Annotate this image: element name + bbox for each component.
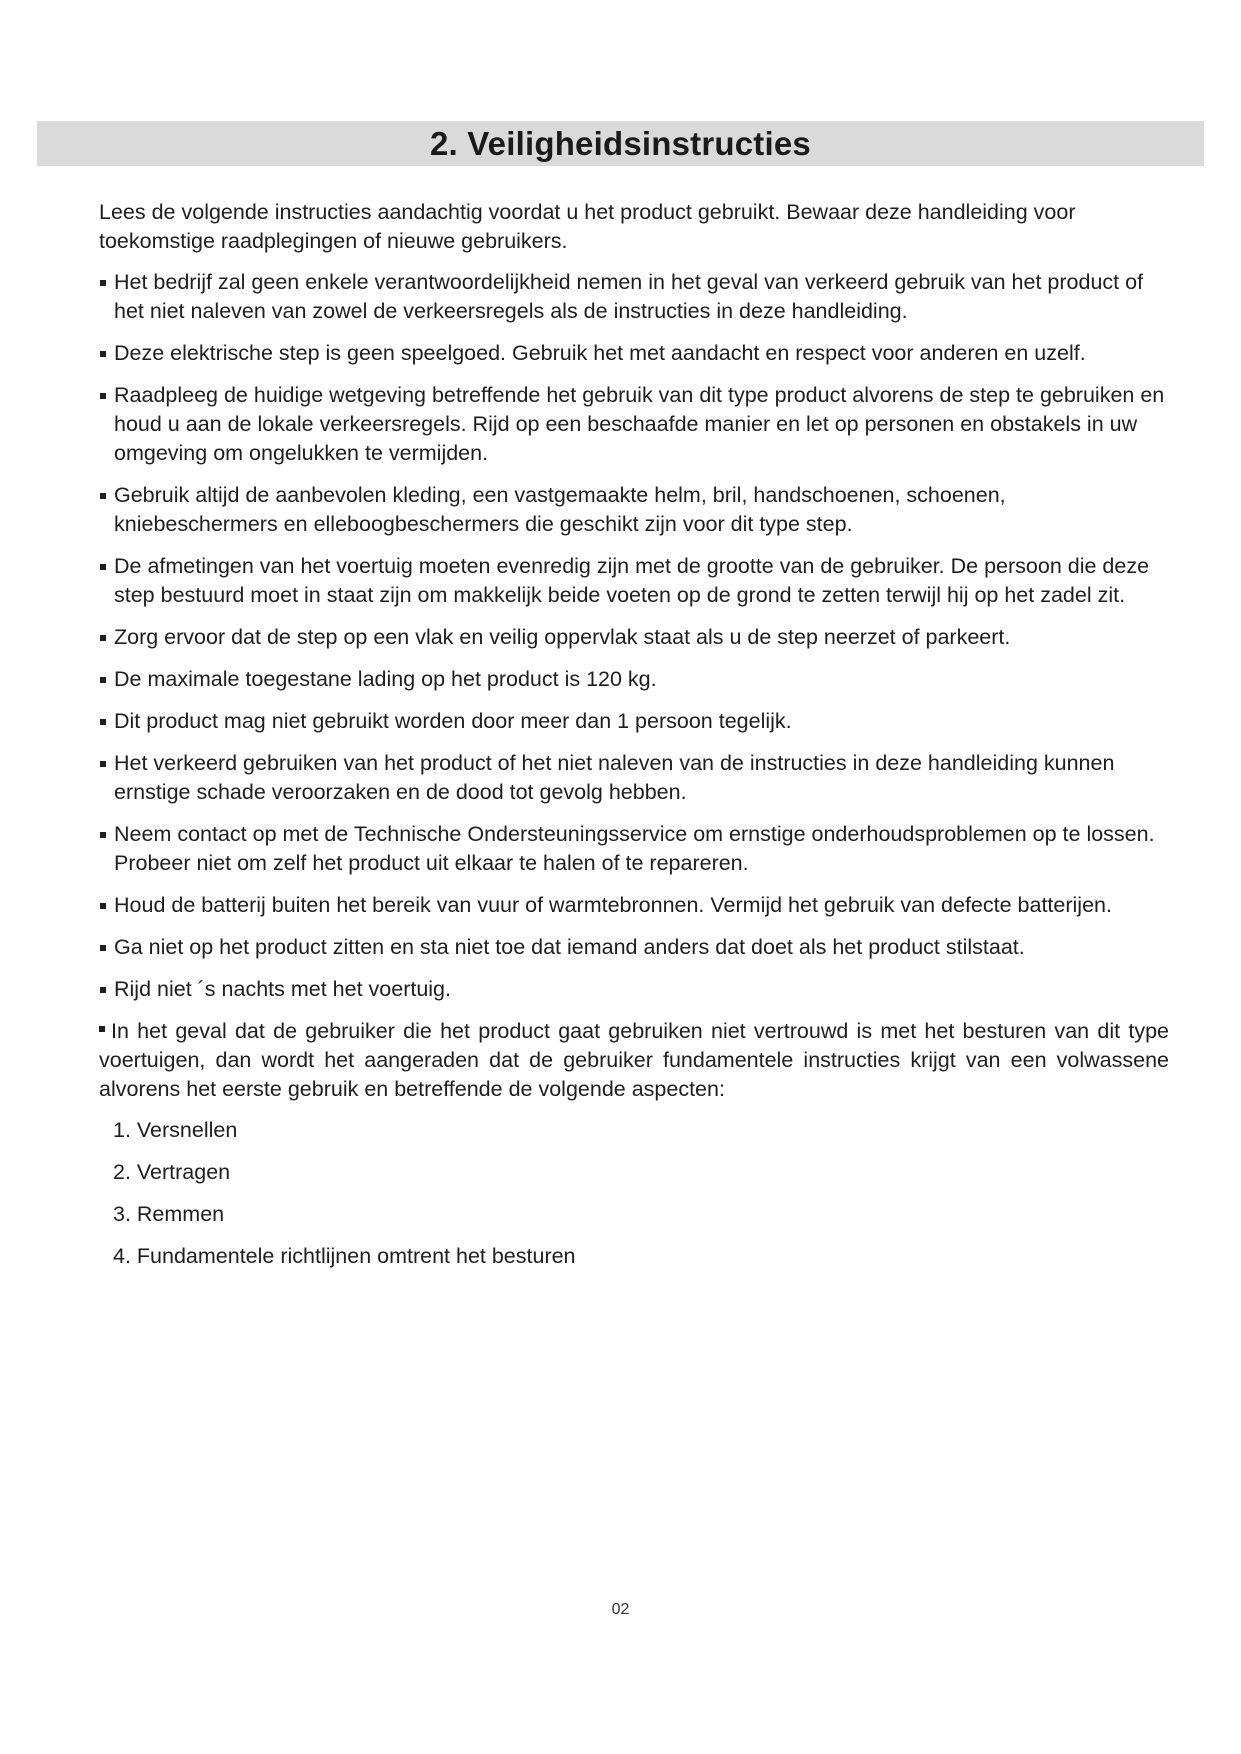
bullet-icon (100, 564, 106, 570)
intro-paragraph: Lees de volgende instructies aandachtig voordat u het product gebruikt. Bewaar deze handleiding voor toekomstige raadplegingen of nieuwe gebruikers. (99, 200, 1076, 253)
bullet-item (99, 975, 1169, 1004)
bullet-text: Neem contact op met de Technische Ondersteuningsservice om ernstige onderhoudsproblemen op te lossen. Probeer niet om zelf het product uit elkaar te halen of te repareren. (114, 822, 1155, 875)
bullet-text: Rijd niet ´s nachts met het voertuig. (114, 977, 451, 1001)
bullet-item (99, 552, 1169, 610)
novice-user-paragraph (99, 1017, 1169, 1104)
page-number: 02 (611, 1601, 630, 1618)
bullet-icon (100, 719, 106, 725)
bullet-item (99, 707, 1169, 736)
safety-bullet-list (99, 268, 1169, 1004)
bullet-item (99, 820, 1169, 878)
bullet-item (99, 749, 1169, 807)
bullet-item (99, 268, 1169, 326)
bullet-text: Houd de batterij buiten het bereik van vuur of warmtebronnen. Vermijd het gebruik van defecte batterijen. (114, 893, 1112, 917)
bullet-item (99, 933, 1169, 962)
bullet-icon (100, 677, 106, 683)
bullet-item (99, 481, 1169, 539)
bullet-text: Gebruik altijd de aanbevolen kleding, een vastgemaakte helm, bril, handschoenen, schoenen, kniebeschermers en elleboogbeschermers die geschikt zijn voor dit type step. (114, 483, 1006, 536)
bullet-item (99, 339, 1169, 368)
bullet-text: Zorg ervoor dat de step op een vlak en veilig oppervlak staat als u de step neerzet of parkeert. (114, 625, 1011, 649)
bullet-icon (100, 280, 106, 286)
instructions-body (99, 198, 1169, 1284)
bullet-item (99, 623, 1169, 652)
bullet-text: Dit product mag niet gebruikt worden door meer dan 1 persoon tegelijk. (114, 709, 792, 733)
training-steps-list (99, 1116, 1169, 1271)
bullet-text: Het verkeerd gebruiken van het product of het niet naleven van de instructies in deze handleiding kunnen ernstige schade veroorzaken en de dood tot gevolg hebben. (114, 751, 1115, 804)
bullet-icon (100, 493, 106, 499)
bullet-text: Het bedrijf zal geen enkele verantwoordelijkheid nemen in het geval van verkeerd gebruik van het product of het niet naleven van zowel de verkeersregels als de instructies in deze handleiding. (114, 270, 1144, 323)
bullet-text: De afmetingen van het voertuig moeten evenredig zijn met de grootte van de gebruiker. De persoon die deze step bestuurd moet in staat zijn om makkelijk beide voeten op de grond te zetten terwijl hij op het zadel zit. (114, 554, 1150, 607)
bullet-icon (100, 635, 106, 641)
bullet-item (99, 665, 1169, 694)
step-item: 4. Fundamentele richtlijnen omtrent het besturen (113, 1244, 576, 1268)
novice-user-text: In het geval dat de gebruiker die het product gaat gebruiken niet vertrouwd is met het besturen van dit type voertuigen, dan wordt het aangeraden dat de gebruiker fundamentele instructies krijgt van een volwassene alvorens het eerste gebruik en betreffende de volgende aspecten: (99, 1019, 1169, 1101)
bullet-text: Deze elektrische step is geen speelgoed. Gebruik het met aandacht en respect voor anderen en uzelf. (114, 341, 1086, 365)
step-item: 3. Remmen (113, 1202, 225, 1226)
step-item: 1. Versnellen (113, 1118, 238, 1142)
section-title-bar (37, 121, 1204, 166)
bullet-text: De maximale toegestane lading op het product is 120 kg. (114, 667, 657, 691)
page-title: 2. Veiligheidsinstructies (430, 124, 811, 162)
bullet-icon (100, 351, 106, 357)
bullet-text: Raadpleeg de huidige wetgeving betreffende het gebruik van dit type product alvorens de step te gebruiken en houd u aan de lokale verkeersregels. Rijd op een beschaafde manier en let op personen en obstakels in uw omgeving om ongelukken te vermijden. (114, 383, 1165, 465)
bullet-icon (100, 987, 106, 993)
bullet-icon (100, 832, 106, 838)
bullet-icon (100, 761, 106, 767)
bullet-text: Ga niet op het product zitten en sta niet toe dat iemand anders dat doet als het product stilstaat. (114, 935, 1025, 959)
bullet-icon (100, 945, 106, 951)
bullet-icon (99, 1026, 105, 1032)
bullet-item (99, 891, 1169, 920)
bullet-icon (100, 393, 106, 399)
bullet-icon (100, 903, 106, 909)
step-item: 2. Vertragen (113, 1160, 231, 1184)
bullet-item (99, 381, 1169, 468)
